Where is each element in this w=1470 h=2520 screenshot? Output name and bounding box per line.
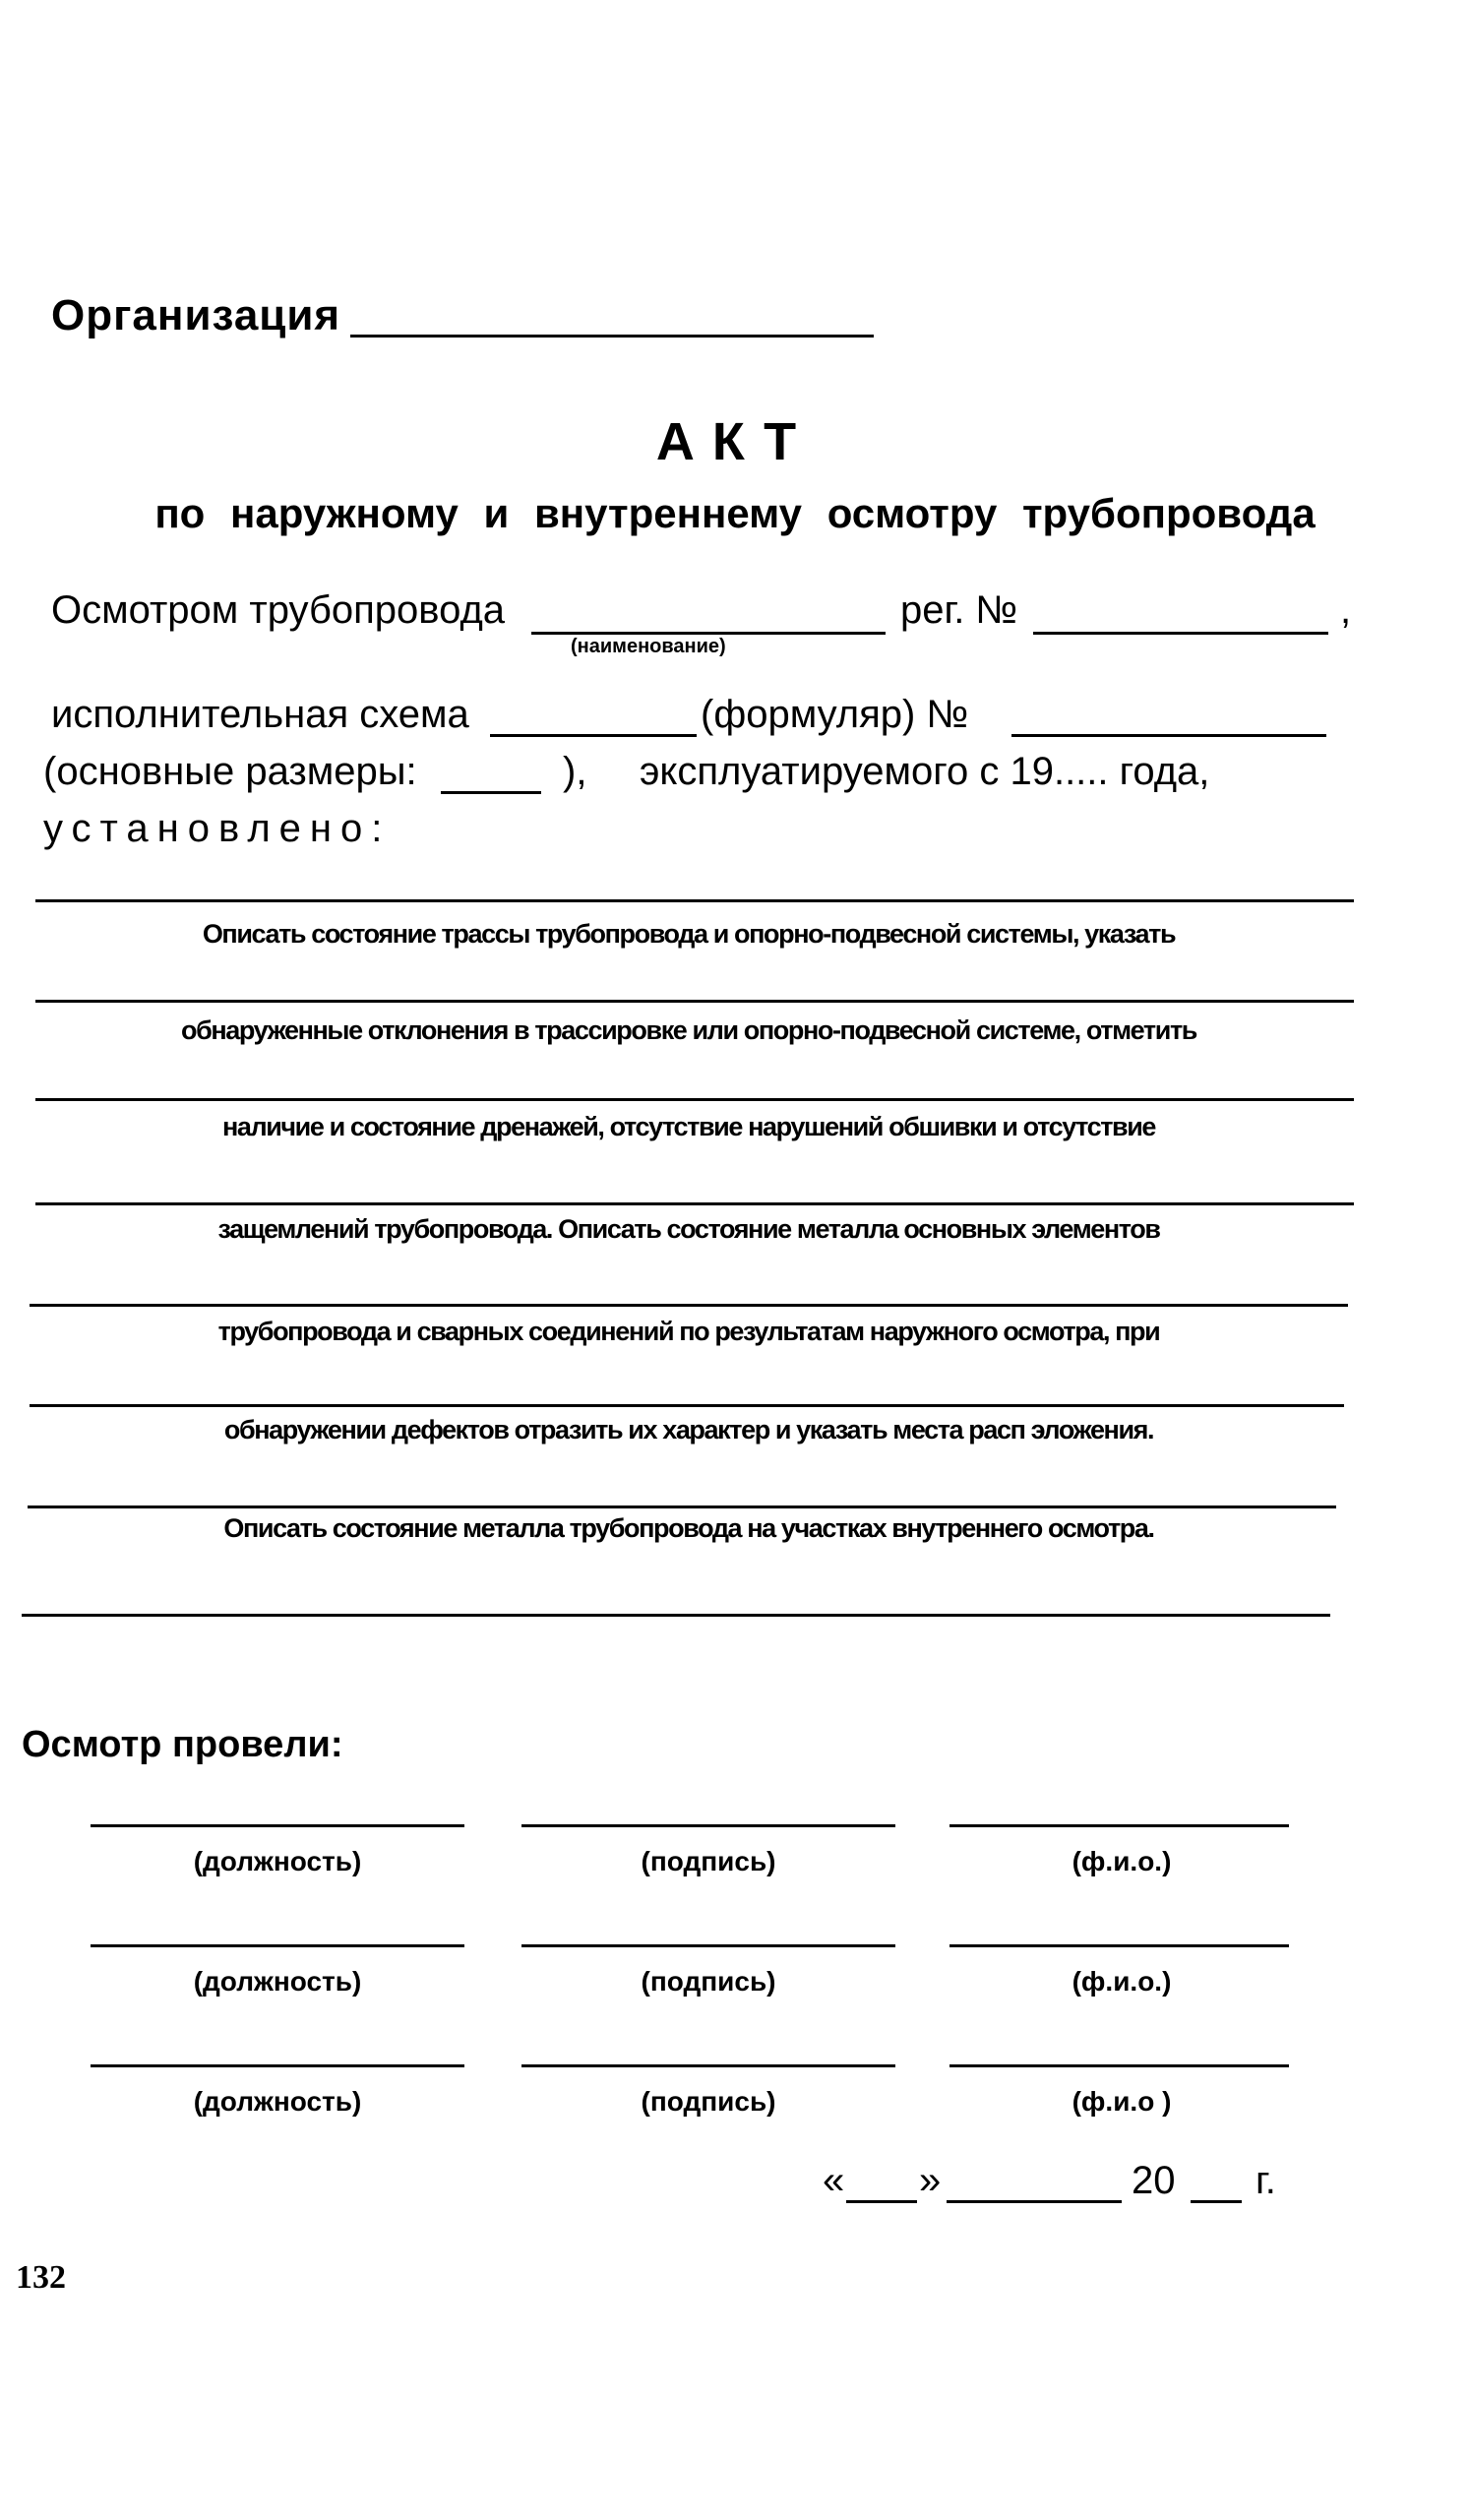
full-name-field[interactable] xyxy=(949,1824,1289,1827)
inspection-label: Осмотром трубопровода xyxy=(51,588,506,632)
signature-caption: (подпись) xyxy=(641,2086,776,2117)
document-subtitle: по наружному и внутреннему осмотру трубопровода xyxy=(154,490,1316,536)
year-prefix: 20 xyxy=(1132,2159,1176,2202)
position-caption: (должность) xyxy=(193,1966,362,1997)
signature-caption: (подпись) xyxy=(641,1846,776,1876)
operated-since-label: эксплуатируемого с 19..... года, xyxy=(640,750,1210,793)
formular-number-field[interactable] xyxy=(1011,734,1326,737)
page-number: 132 xyxy=(16,2259,66,2296)
description-text: наличие и состояние дренажей, отсутствие нарушений обшивки и отсутствие xyxy=(221,1112,1156,1141)
description-text: Описать состояние трассы трубопровода и опорно-подвесной системы, указать xyxy=(202,919,1176,949)
description-line[interactable] xyxy=(22,1614,1330,1617)
organization-field[interactable] xyxy=(350,335,874,338)
dimensions-label: (основные размеры: xyxy=(43,750,417,793)
description-text: трубопровода и сварных соединений по результатам наружного осмотра, при xyxy=(217,1317,1160,1346)
description-text: защемлений трубопровода. Описать состояние металла основных элементов xyxy=(217,1214,1160,1244)
description-line[interactable] xyxy=(35,1098,1354,1101)
description-line[interactable] xyxy=(30,1304,1348,1307)
formular-label: (формуляр) № xyxy=(701,693,969,736)
scheme-label: исполнительная схема xyxy=(51,693,469,736)
full-name-field[interactable] xyxy=(949,2064,1289,2067)
position-field[interactable] xyxy=(91,1944,464,1947)
position-field[interactable] xyxy=(91,2064,464,2067)
pipeline-name-field[interactable] xyxy=(531,632,886,635)
description-line[interactable] xyxy=(28,1506,1336,1508)
scheme-field[interactable] xyxy=(490,734,697,737)
year-field[interactable] xyxy=(1191,2200,1242,2203)
established-label: установлено: xyxy=(43,807,392,850)
full-name-caption: (ф.и.о.) xyxy=(1072,1846,1172,1876)
full-name-field[interactable] xyxy=(949,1944,1289,1947)
description-line[interactable] xyxy=(35,899,1354,902)
description-line[interactable] xyxy=(35,1202,1354,1205)
signature-field[interactable] xyxy=(521,2064,895,2067)
document-title: АКТ xyxy=(655,412,815,471)
position-caption: (должность) xyxy=(193,1846,362,1876)
description-line[interactable] xyxy=(30,1404,1344,1407)
signature-caption: (подпись) xyxy=(641,1966,776,1997)
full-name-caption: (ф.и.о ) xyxy=(1072,2086,1172,2117)
signature-field[interactable] xyxy=(521,1944,895,1947)
name-hint: (наименование) xyxy=(571,636,726,657)
month-field[interactable] xyxy=(947,2200,1122,2203)
full-name-caption: (ф.и.о.) xyxy=(1072,1966,1172,1997)
description-text: Описать состояние металла трубопровода на участках внутреннего осмотра. xyxy=(223,1513,1154,1543)
description-text: обнаруженные отклонения в трассировке или опорно-подвесной системе, отметить xyxy=(181,1015,1196,1045)
reg-label: рег. № xyxy=(900,588,1018,632)
date-close-quote: » xyxy=(919,2159,942,2202)
dimensions-close: ), xyxy=(563,750,587,793)
inspectors-heading: Осмотр провели: xyxy=(22,1724,343,1765)
line-comma: , xyxy=(1340,588,1352,632)
dimensions-field[interactable] xyxy=(441,791,541,794)
position-field[interactable] xyxy=(91,1824,464,1827)
position-caption: (должность) xyxy=(193,2086,362,2117)
description-text: обнаружении дефектов отразить их характер и указать места расп эложения. xyxy=(223,1415,1154,1444)
description-line[interactable] xyxy=(35,1000,1354,1003)
organization-label: Организация xyxy=(51,291,341,339)
year-suffix: г. xyxy=(1256,2159,1276,2202)
date-open-quote: « xyxy=(823,2159,845,2202)
day-field[interactable] xyxy=(846,2200,917,2203)
reg-number-field[interactable] xyxy=(1033,632,1328,635)
signature-field[interactable] xyxy=(521,1824,895,1827)
